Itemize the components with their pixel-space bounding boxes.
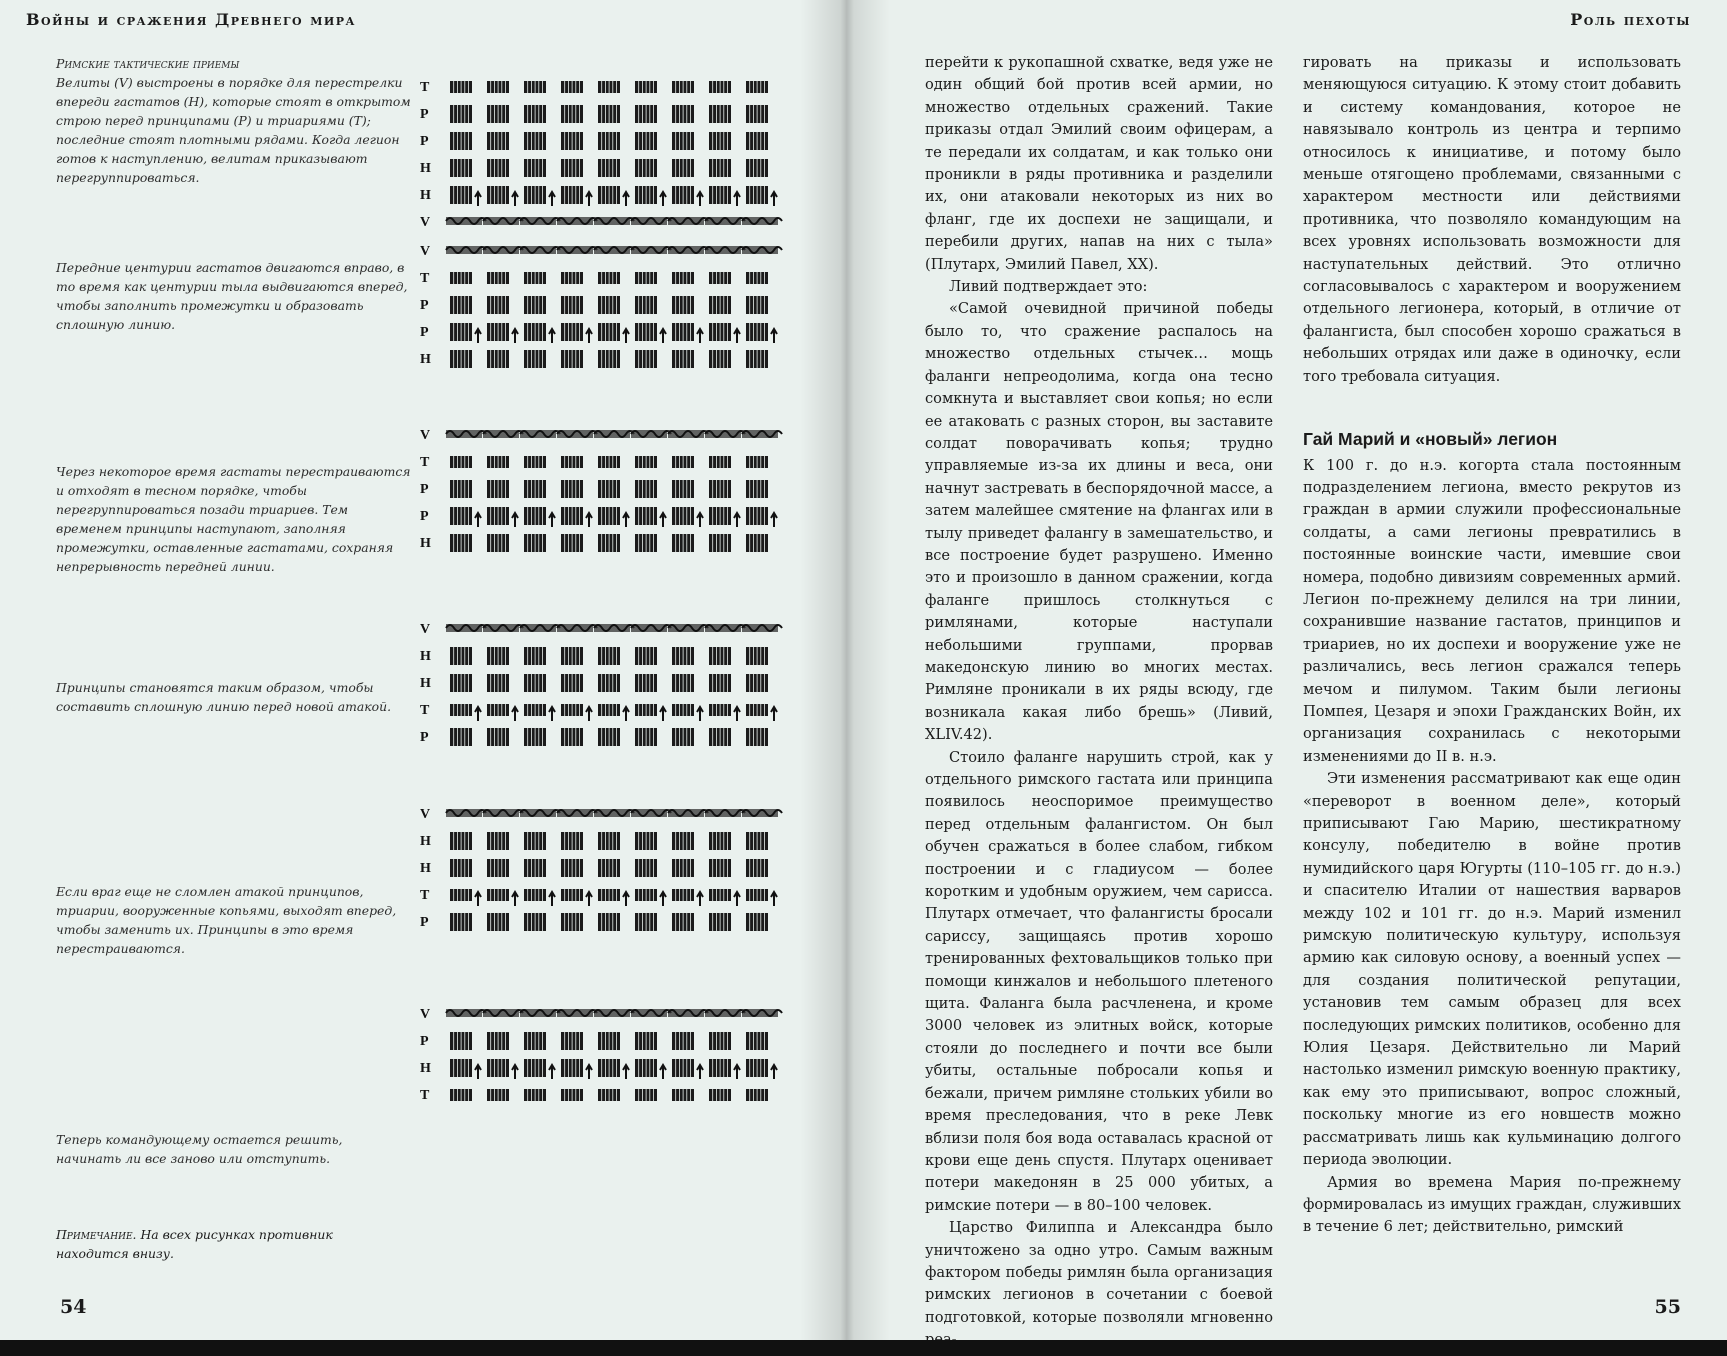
caption-text: Велиты (V) выстроены в порядке для перестрелки впереди гастатов (H), которые стоят в открытом строю перед принципами (P) и триариями (T); последние стоят плотными рядами. Когда легион готов к наступлению, велитам приказывают перегруппироваться.	[56, 75, 411, 185]
movement-arrow	[586, 707, 592, 721]
movement-arrow	[697, 892, 703, 906]
movement-arrow	[734, 707, 740, 721]
left-page	[0, 0, 845, 1340]
caption-5	[56, 882, 411, 958]
diagram-note	[56, 1225, 396, 1263]
running-head-right: Роль пехоты	[1570, 10, 1691, 29]
formation-row-label: T	[420, 703, 430, 718]
caption-text: Теперь командующему остается решить, начинать ли все заново или отступить.	[56, 1132, 343, 1166]
formation-row-label: H	[420, 834, 431, 849]
movement-arrow	[771, 707, 777, 721]
formation-row-label: P	[420, 134, 429, 149]
formation-row-label: V	[420, 807, 431, 822]
movement-arrow	[660, 329, 666, 343]
formation-row-label: H	[420, 676, 431, 691]
movement-arrow	[771, 192, 777, 206]
movement-arrow	[771, 329, 777, 343]
movement-arrow	[697, 1065, 703, 1079]
movement-arrow	[623, 513, 629, 527]
movement-arrow	[734, 329, 740, 343]
formation-row-label: H	[420, 649, 431, 664]
movement-arrow	[475, 892, 481, 906]
movement-arrow	[549, 892, 555, 906]
movement-arrow	[734, 192, 740, 206]
movement-arrow	[623, 892, 629, 906]
movement-arrow	[697, 707, 703, 721]
movement-arrow	[586, 892, 592, 906]
caption-3	[56, 462, 411, 576]
movement-arrow	[586, 513, 592, 527]
formation-row-label: H	[420, 1061, 431, 1076]
caption-title: Римские тактические приемы	[56, 56, 240, 71]
movement-arrow	[623, 329, 629, 343]
paragraph: Царство Филиппа и Александра было уничтожено за одно утро. Самым важным фактором победы римлян была организация римских легионов в сочетании с боевой подготовкой, которые позволяли мгновенно	[925, 1219, 1273, 1326]
paragraph: К 100 г. до н.э. когорта стала постоянным подразделением легиона, вместо рекрутов из граждан в армии служили профессиональные солдаты, а сами легионы превратились в постоянные воинские части, имевшие свои номера, подобно дивизиям современных армий. Легион по-прежнему делился на три линии, сохранившие название гастатов, принципов и триариев, но их доспехи и вооружение уже не различались, весь легион сражался теперь мечом и пилумом. Таким были легионы Помпея, Цезаря и эпохи Гражданских Войн, их организация сохранилась с некоторыми изменениями до II в. н.э.	[1303, 456, 1681, 765]
caption-2	[56, 258, 411, 334]
caption-text: Передние центурии гастатов двигаются вправо, в то время как центурии тыла выдвигаются вперед, чтобы заполнить промежутки и образовать сплошную линию.	[56, 260, 408, 332]
movement-arrow	[512, 1065, 518, 1079]
paragraph: Эти изменения рассматривают как еще один «переворот в военном деле», который приписывают Гаю Марию, шестикратному консулу, победителю в войне против нумидийского царя Югурты (110–105 гг. до н.э.) и спасителю Италии от нашествия варваров между 102 и 101 гг. до н.э. Марий изменил римскую политическую культуру, используя армию как силовую основу, а военный успех — для создания политической репутации, установив тем самым образец для всех последующих римских политиков, особенно для Юлия Цезаря. Действительно ли Марий настолько изменил римскую военную практику, как ему это приписывают, вопрос сложный, поскольку многие из его новшеств можно рассматривать лишь как кульминацию долгого периода эволюции.	[1303, 770, 1681, 1169]
formation-row-label: V	[420, 1007, 431, 1022]
formation-row-label: V	[420, 428, 431, 443]
formation-row-label: P	[420, 1034, 429, 1049]
movement-arrow	[586, 1065, 592, 1079]
caption-4	[56, 678, 411, 716]
right-page	[845, 0, 1727, 1340]
formation-row-label: P	[420, 298, 429, 313]
movement-arrow	[623, 707, 629, 721]
text-column-1	[925, 52, 1273, 1352]
movement-arrow	[734, 513, 740, 527]
movement-arrow	[734, 892, 740, 906]
movement-arrow	[734, 1065, 740, 1079]
caption-text: Если враг еще не сломлен атакой принципов, триарии, вооруженные копьями, выходят вперед, чтобы заменить их. Принципы в это время перестраиваются.	[56, 884, 397, 956]
formation-row-label: P	[420, 325, 429, 340]
formation-row-label: H	[420, 188, 431, 203]
movement-arrow	[660, 513, 666, 527]
paragraph: гировать на приказы и использовать меняющуюся ситуацию. К этому стоит добавить и систему командования, которое не навязывало контроль из центра и терпимо относилось к инициативе, и потому было меньше отягощено проблемами, связанными с характером местности или действиями противника, что позволяло командующим на всех уровнях использовать возможности для наступательных действий. Это отлично согласовывалось с характером и вооружением отдельного легионера, который, в отличие от фалангиста, был способен хорошо сражаться в небольших отрядах или даже в одиночку, если того требовала ситуация.	[1303, 54, 1681, 385]
tactics-diagrams	[420, 70, 790, 1250]
movement-arrow	[475, 192, 481, 206]
movement-arrow	[512, 513, 518, 527]
formation-row-label: H	[420, 861, 431, 876]
movement-arrow	[660, 892, 666, 906]
movement-arrow	[771, 1065, 777, 1079]
movement-arrow	[697, 329, 703, 343]
section-heading: Гай Марий и «новый» легион	[1303, 429, 1558, 450]
movement-arrow	[660, 1065, 666, 1079]
note-text: На всех рисунках противник находится внизу.	[56, 1227, 333, 1261]
formation-row-label: P	[420, 730, 429, 745]
running-head-left: Войны и сражения Древнего мира	[26, 10, 357, 29]
formation-row-label: P	[420, 915, 429, 930]
caption-6	[56, 1130, 411, 1168]
movement-arrow	[660, 192, 666, 206]
movement-arrow	[549, 707, 555, 721]
formation-row-label: V	[420, 622, 431, 637]
movement-arrow	[623, 1065, 629, 1079]
page-number-right: 55	[1654, 1296, 1681, 1318]
movement-arrow	[771, 892, 777, 906]
scan-edge	[0, 1340, 1727, 1356]
movement-arrow	[549, 1065, 555, 1079]
paragraph: «Самой очевидной причиной победы было то, что сражение распалось на множество отдельных стычек… мощь фаланги непреодолима, когда она тесно сомкнута и выставляет свои копья; но если ее атаковать с разных сторон, вы заставите солдат поворачивать копья; трудно управляемые из-за их длины и веса, они начнут застревать в беспорядочной массе, а затем малейшее смятение на флангах или в тылу приведет фалангу в замешательство, и все построение будет разрушено. Именно это и произошло в данном сражении, когда фаланге пришлось столкнуться с римлянами, которые наступали небольшими группами, прорвав македонскую линию во многих местах. Римляне проникали в их ряды всюду, где возникала какая либо брешь» (Ливий, XLIV.42).	[925, 300, 1273, 744]
formation-row-label: P	[420, 107, 429, 122]
formation-row-label: T	[420, 455, 430, 470]
movement-arrow	[697, 192, 703, 206]
movement-arrow	[586, 329, 592, 343]
formation-row-label: H	[420, 352, 431, 367]
movement-arrow	[549, 329, 555, 343]
caption-text: Через некоторое время гастаты перестраиваются и отходят в тесном порядке, чтобы перегруппироваться позади триариев. Тем временем принципы наступают, заполняя промежутки, оставленные гастатами, сохраняя непрерывность передней линии.	[56, 464, 411, 574]
formation-row-label: V	[420, 244, 431, 259]
movement-arrow	[697, 513, 703, 527]
note-label: Примечание.	[56, 1227, 137, 1242]
movement-arrow	[586, 192, 592, 206]
formation-row-label: H	[420, 536, 431, 551]
movement-arrow	[475, 1065, 481, 1079]
formation-row-label: P	[420, 509, 429, 524]
formation-row-label: P	[420, 482, 429, 497]
formation-row-label: V	[420, 215, 431, 230]
formation-row-label: T	[420, 80, 430, 95]
paragraph: Армия во времена Мария по-прежнему формировалась из имущих граждан, служивших в течение 6 лет; действительно, римский	[1303, 1173, 1681, 1236]
formation-row-label: T	[420, 271, 430, 286]
movement-arrow	[475, 513, 481, 527]
movement-arrow	[660, 707, 666, 721]
movement-arrow	[771, 513, 777, 527]
movement-arrow	[512, 892, 518, 906]
movement-arrow	[549, 192, 555, 206]
text-column-2	[1303, 52, 1681, 1239]
movement-arrow	[475, 329, 481, 343]
formation-row-label: H	[420, 161, 431, 176]
caption-text: Принципы становятся таким образом, чтобы составить сплошную линию перед новой атакой.	[56, 680, 392, 714]
formation-row-label: T	[420, 888, 430, 903]
movement-arrow	[623, 192, 629, 206]
movement-arrow	[512, 329, 518, 343]
caption-1	[56, 54, 411, 187]
movement-arrow	[549, 513, 555, 527]
page-number-left: 54	[60, 1296, 87, 1318]
movement-arrow	[475, 707, 481, 721]
movement-arrow	[512, 707, 518, 721]
formation-row-label: T	[420, 1088, 430, 1103]
paragraph: перейти к рукопашной схватке, ведя уже не один общий бой против всей армии, но множество отдельных сражений. Такие приказы отдал Эмилий своим офицерам, а те передали их солдатам, и как только они проникли в ряды противника и разделили их, они атаковали некоторых из них во фланг, где их доспехи не защищали, и перебили других, напав на них с тыла» (Плутарх, Эмилий Павел, XX).	[925, 54, 1273, 273]
paragraph: Стоило фаланге нарушить строй, как у отдельного римского гастата или принципа появилось неоспоримое преимущество перед отдельным фалангистом. Он был обучен сражаться в более слабом, гибком построении и с гладиусом — более коротким и удобным оружием, чем сарисса. Плутарх отмечает, что фалангисты бросали сариссу, защищаясь против хорошо тренированных фехтовальщиков только при помощи кинжалов и небольшого плетеного щита. Фаланга была расчленена, и кроме 3000 человек из элитных войск, которые стояли до последнего и почти все были убиты, остальные побросали копья и бежали, причем римляне стольких убили во время преследования, что в реке Левк вблизи поля боя вода оставалась красной от крови еще день спустя. Плутарх оценивает потери македонян в 25 000 убитых, а римские потери — в 80–100 человек.	[925, 748, 1273, 1214]
movement-arrow	[512, 192, 518, 206]
paragraph: Ливий подтверждает это:	[949, 278, 1148, 296]
